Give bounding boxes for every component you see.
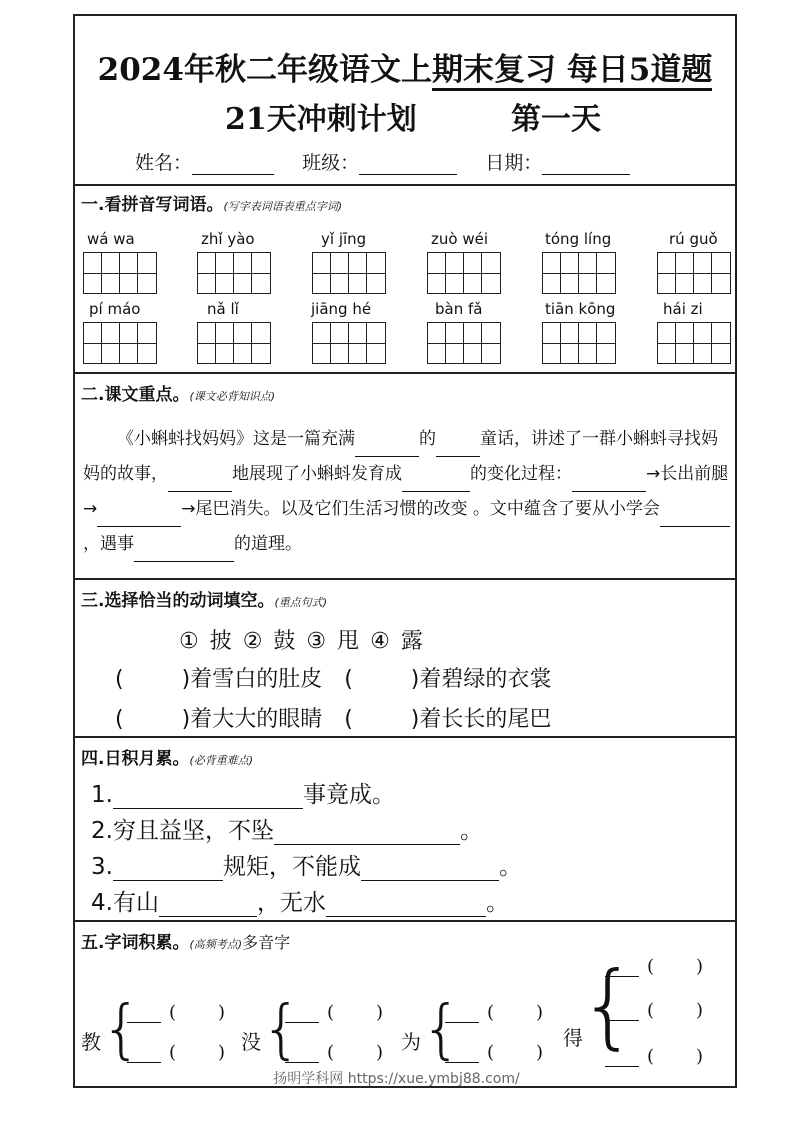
writing-grid[interactable] [657,252,731,294]
watermark-footer: 扬明学科网 https://xue.ymbj88.com/ [273,1071,520,1087]
proverb-line: 3. 规矩，不能成 。 [91,854,522,880]
brace-icon: { [421,993,462,1067]
pinyin-label: zhǐ yào [201,230,255,248]
writing-grid[interactable] [312,252,386,294]
verb-options: ① 披 ② 鼓 ③ 甩 ④ 露 [179,629,423,654]
section-polyphones [75,922,735,1088]
pinyin-label: jiāng hé [311,300,372,318]
writing-grid[interactable] [312,322,386,364]
answer-blank[interactable] [660,510,730,527]
pinyin-label: rú guǒ [669,230,718,248]
section-title: 二.课文重点。(课文必背知识点) [81,385,276,405]
answer-blank[interactable] [361,860,499,881]
proverb-line: 4.有山 ，无水 。 [91,890,509,916]
writing-grid[interactable] [197,252,271,294]
fill-row: ( )着大大的眼睛 ( )着长长的尾巴 [115,707,552,732]
pinyin-label: bàn fǎ [435,300,483,318]
answer-blank[interactable] [113,788,303,809]
student-info-row [135,148,630,175]
pinyin-label: nǎ lǐ [207,300,239,318]
writing-grid[interactable] [427,252,501,294]
pinyin-answer-line: ( ) [445,1042,543,1063]
pinyin-answer-line: ( ) [285,1002,383,1023]
answer-blank[interactable] [572,475,646,492]
writing-grid[interactable] [83,322,157,364]
section-title: 四.日积月累。(必背重难点) [81,749,254,769]
pinyin-answer-line: ( ) [605,956,703,977]
answer-blank[interactable] [355,440,419,457]
section-daily-accumulation [75,738,735,922]
section-title: 五.字词积累。(高频考点)多音字 [81,933,291,953]
polyphone-char: 教 [81,1030,101,1054]
answer-blank[interactable] [436,440,480,457]
section-title: 一.看拼音写词语。(写字表词语表重点字词) [81,195,343,215]
answer-blank[interactable] [113,860,223,881]
fill-row: ( )着雪白的肚皮 ( )着碧绿的衣裳 [115,667,552,692]
class-blank[interactable] [359,156,457,175]
pinyin-label: tiān kōng [545,300,616,318]
class-label: 班级： [302,152,360,174]
pinyin-answer-line: ( ) [127,1002,225,1023]
worksheet [73,14,737,1088]
writing-grid[interactable] [657,322,731,364]
brace-icon: { [261,993,302,1067]
polyphone-char: 为 [401,1030,421,1054]
brace-icon: { [101,993,142,1067]
plan-title: 21天冲刺计划 [225,102,417,137]
brace-icon: { [579,952,638,1059]
answer-blank[interactable] [168,475,232,492]
name-label: 姓名： [135,152,193,174]
pinyin-answer-line: ( ) [445,1002,543,1023]
day-title: 第一天 [511,102,601,137]
passage-paragraph: 《小蝌蚪找妈妈》这是一篇充满 的 童话，讲述了一群小蝌蚪寻找妈妈的故事， 地展现了小蝌蚪发育成 的变化过程： →长出前腿→ →尾巴消失。以及它们生活习惯的改变 。文中蕴含了要从小学会，遇事 的道理。 [83,422,731,562]
answer-blank[interactable] [159,896,257,917]
polyphone-char: 没 [241,1030,261,1054]
answer-blank[interactable] [326,896,486,917]
pinyin-label: hái zi [663,300,703,318]
proverb-line: 1. 事竟成。 [91,782,395,808]
section-title: 三.选择恰当的动词填空。(重点句式) [81,591,328,611]
date-label: 日期： [485,152,543,174]
writing-grid[interactable] [427,322,501,364]
name-blank[interactable] [192,156,274,175]
polyphone-char: 得 [563,1026,583,1050]
pinyin-answer-line: ( ) [605,1000,703,1021]
section-pinyin [75,184,735,374]
main-title: 2024年秋二年级语文上期末复习 每日5道题 [75,44,735,89]
pinyin-label: zuò wéi [431,230,488,248]
pinyin-label: wá wa [87,230,135,248]
writing-grid[interactable] [83,252,157,294]
pinyin-answer-line: ( ) [127,1042,225,1063]
answer-blank[interactable] [402,475,470,492]
answer-blank[interactable] [274,824,460,845]
writing-grid[interactable] [197,322,271,364]
pinyin-label: tóng líng [545,230,612,248]
underlined-title: 期末复习 每日5道题 [432,52,712,91]
section-verb-fill [75,580,735,738]
writing-grid[interactable] [542,252,616,294]
answer-blank[interactable] [134,545,234,562]
worksheet-header [75,16,735,186]
pinyin-label: yǐ jīng [321,230,367,248]
proverb-line: 2.穷且益坚，不坠 。 [91,818,483,844]
pinyin-answer-line: ( ) [605,1046,703,1067]
section-text-key-points [75,374,735,580]
writing-grid[interactable] [542,322,616,364]
pinyin-answer-line: ( ) [285,1042,383,1063]
answer-blank[interactable] [97,510,181,527]
date-blank[interactable] [542,156,630,175]
pinyin-label: pí máo [89,300,141,318]
